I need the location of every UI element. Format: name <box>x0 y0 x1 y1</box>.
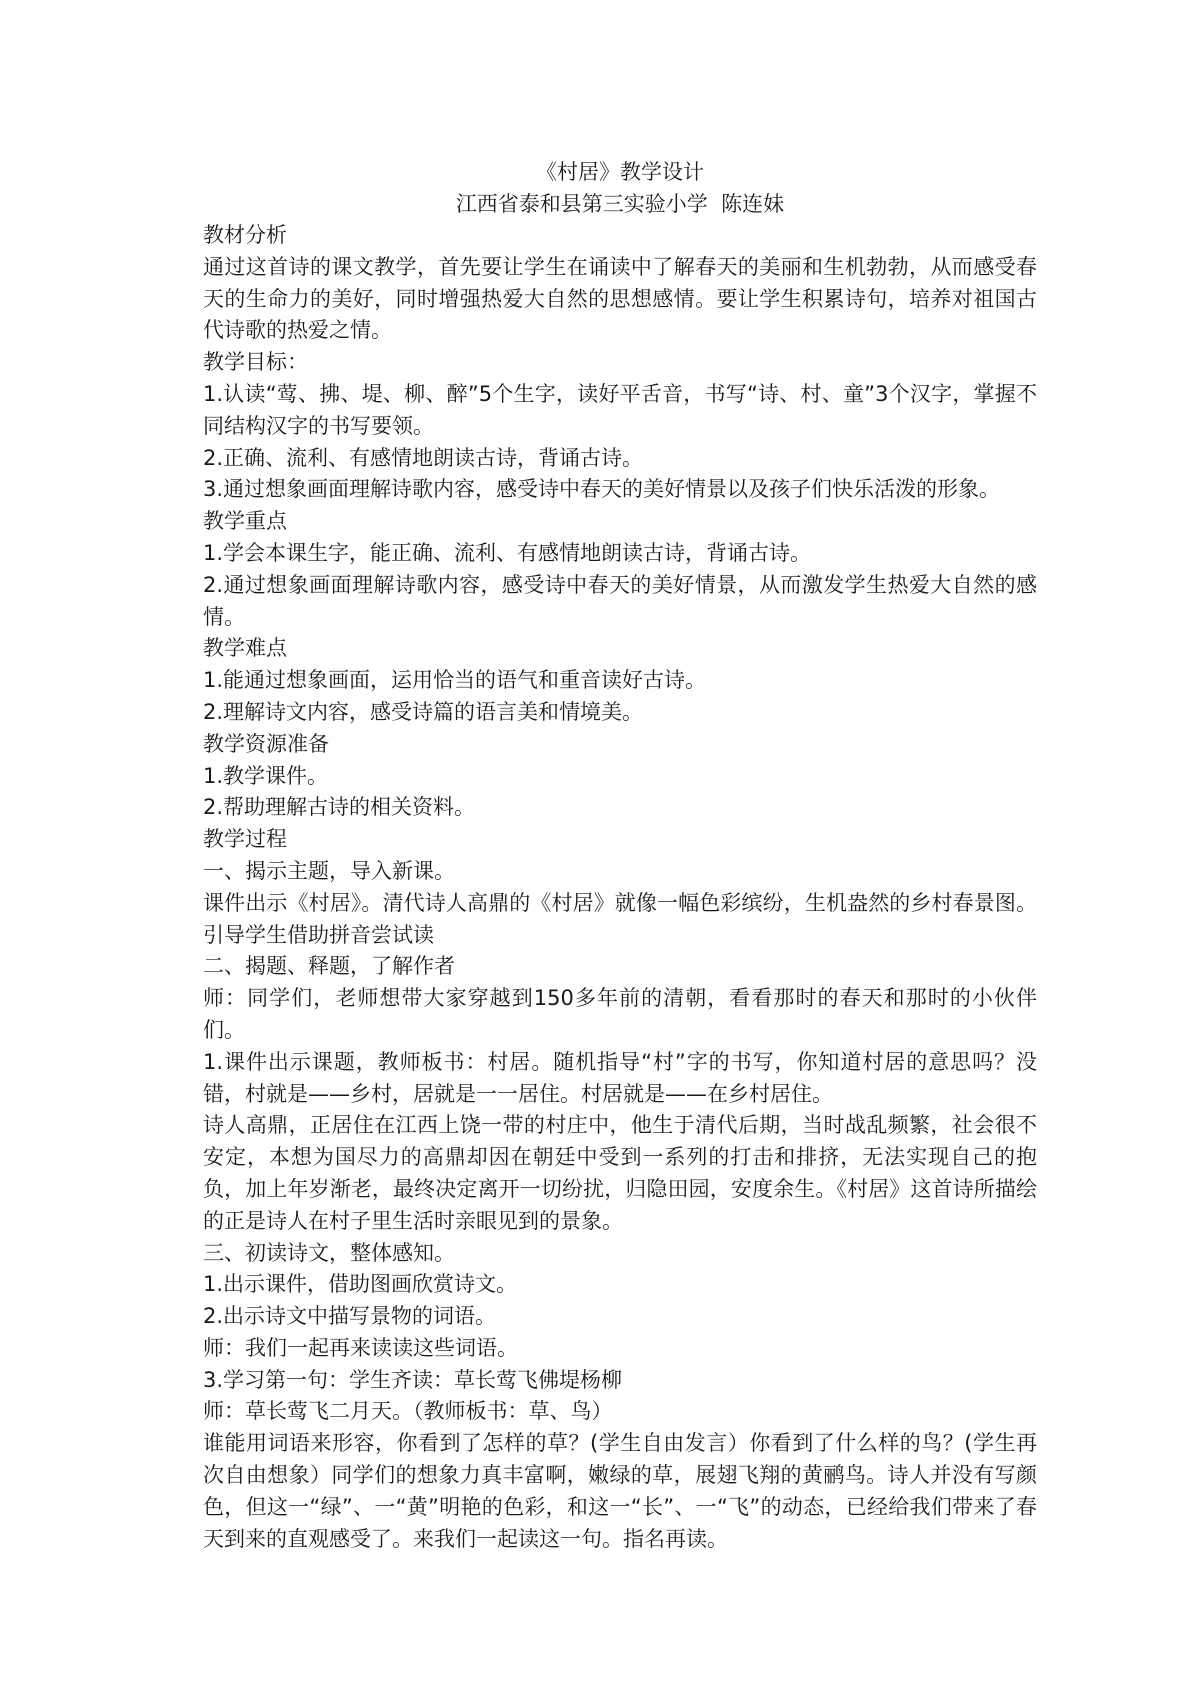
paragraph: 教学资源准备 <box>203 731 329 756</box>
document-subtitle: 江西省泰和县第三实验小学 陈连妹 <box>455 192 785 216</box>
paragraph: 1.能通过想象画面，运用恰当的语气和重音读好古诗。 <box>203 668 707 693</box>
paragraph: 教学难点 <box>203 636 287 661</box>
paragraph: 教学重点 <box>203 509 287 534</box>
paragraph: 1.课件出示课题，教师板书：村居。随机指导“村”字的书写，你知道村居的意思吗？没错，村就是——乡村，居就是一一居住。村居就是——在乡村居住。 <box>203 1049 1037 1106</box>
paragraph: 2.帮助理解古诗的相关资料。 <box>203 795 476 820</box>
paragraph: 诗人高鼎，正居住在江西上饶一带的村庄中，他生于清代后期，当时战乱频繁，社会很不安定，本想为国尽力的高鼎却因在朝廷中受到一系列的打击和排挤，无法实现自己的抱负，加上年岁渐老，最终决定离开一切纷扰，归隐田园，安度余生。《村居》这首诗所描绘的正是诗人在村子里生活时亲眼见到的景象。 <box>203 1113 1037 1233</box>
paragraph: 三、初读诗文，整体感知。 <box>203 1240 455 1265</box>
paragraph: 1.学会本课生字，能正确、流利、有感情地朗读古诗，背诵古诗。 <box>203 540 812 565</box>
paragraph: 3.学习第一句：学生齐读：草长莺飞佛堤杨柳 <box>203 1367 623 1392</box>
paragraph: 3.通过想象画面理解诗歌内容，感受诗中春天的美好情景以及孩子们快乐活泼的形象。 <box>203 477 1001 502</box>
paragraph: 1.出示课件，借助图画欣赏诗文。 <box>203 1272 518 1297</box>
paragraph: 谁能用词语来形容，你看到了怎样的草？(学生自由发言）你看到了什么样的鸟？(学生再次自由想象）同学们的想象力真丰富啊，嫩绿的草，展翅飞翔的黄鹂鸟。诗人并没有写颜色，但这一“绿”、一“黄”明艳的色彩，和这一“长”、一“飞”的动态，已经给我们带来了春天到来的直观感受了。来我们一起读这一句。指名再读。 <box>203 1431 1037 1551</box>
paragraph: 2.出示诗文中描写景物的词语。 <box>203 1304 497 1329</box>
document-title: 《村居》教学设计 <box>536 160 704 184</box>
paragraph: 师：草长莺飞二月天。（教师板书：草、鸟） <box>203 1399 613 1424</box>
paragraph: 2.理解诗文内容，感受诗篇的语言美和情境美。 <box>203 699 644 724</box>
paragraph: 2.正确、流利、有感情地朗读古诗，背诵古诗。 <box>203 445 644 470</box>
title-block <box>203 156 1037 220</box>
paragraph: 1.认读“莺、拂、堤、柳、醉”5个生字，读好平舌音，书写“诗、村、童”3个汉字，掌握不同结构汉字的书写要领。 <box>203 381 1037 438</box>
paragraph: 教学过程 <box>203 827 287 852</box>
paragraph: 教材分析 <box>203 223 287 247</box>
paragraph: 2.通过想象画面理解诗歌内容，感受诗中春天的美好情景，从而激发学生热爱大自然的感情。 <box>203 572 1037 629</box>
paragraph: 二、揭题、释题，了解作者 <box>203 954 455 979</box>
paragraph: 师：我们一起再来读读这些词语。 <box>203 1335 518 1360</box>
paragraph: 通过这首诗的课文教学，首先要让学生在诵读中了解春天的美丽和生机勃勃，从而感受春天的生命力的美好，同时增强热爱大自然的思想感情。要让学生积累诗句，培养对祖国古代诗歌的热爱之情。 <box>203 254 1037 343</box>
paragraph: 1.教学课件。 <box>203 763 329 788</box>
paragraph: 教学目标： <box>203 350 308 375</box>
paragraph: 一、揭示主题，导入新课。 <box>203 858 455 883</box>
paragraph: 师：同学们，老师想带大家穿越到150多年前的清朝，看看那时的春天和那时的小伙伴们。 <box>203 986 1037 1042</box>
document-page <box>203 156 1037 1555</box>
document-body <box>203 220 1037 1555</box>
paragraph: 课件出示《村居》。清代诗人高鼎的《村居》就像一幅色彩缤纷，生机盎然的乡村春景图。引导学生借助拼音尝试读 <box>203 890 1037 947</box>
